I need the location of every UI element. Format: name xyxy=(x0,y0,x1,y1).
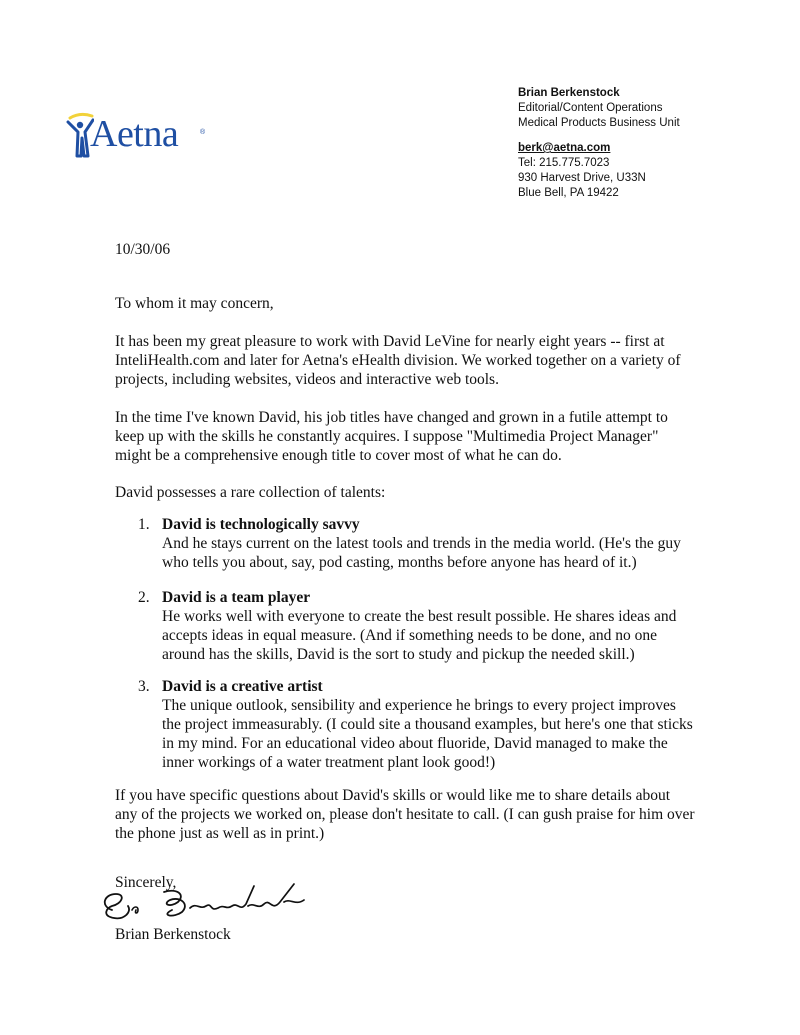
paragraph-4 xyxy=(115,786,725,843)
sender-address-line1: 930 Harvest Drive, U33N xyxy=(518,172,646,184)
paragraph-line: projects, including websites, videos and interactive web tools. xyxy=(115,371,499,388)
list-number: 1. xyxy=(138,516,150,533)
list-item-title: David is a team player xyxy=(162,589,311,606)
sender-name: Brian Berkenstock xyxy=(518,87,620,99)
paragraph-line: InteliHealth.com and later for Aetna's eHealth division. We worked together on a variety of xyxy=(115,352,681,369)
paragraph-line: keep up with the skills he constantly acquires. I suppose "Multimedia Project Manager" xyxy=(115,428,659,445)
list-item-line: accepts ideas in equal measure. (And if something needs to be done, and no one xyxy=(162,627,657,644)
sender-block xyxy=(518,86,680,201)
handwritten-signature xyxy=(98,880,318,924)
paragraph-3: David possesses a rare collection of talents: xyxy=(115,484,386,501)
list-item-line: The unique outlook, sensibility and experience he brings to every project improves xyxy=(162,697,676,714)
closing: Sincerely, xyxy=(115,874,177,891)
list-item-title: David is a creative artist xyxy=(162,678,323,695)
sender-department: Editorial/Content Operations xyxy=(518,102,663,114)
list-item-line: the project immeasurably. (I could site a thousand examples, but here's one that sticks xyxy=(162,716,693,733)
paragraph-line: the phone just as well as in print.) xyxy=(115,825,325,842)
list-number: 2. xyxy=(138,589,150,606)
spacer xyxy=(518,131,680,141)
list-item-title: David is technologically savvy xyxy=(162,516,360,533)
list-item-line: He works well with everyone to create the best result possible. He shares ideas and xyxy=(162,608,677,625)
aetna-logo xyxy=(66,108,216,158)
sender-address-line2: Blue Bell, PA 19422 xyxy=(518,187,619,199)
sender-unit: Medical Products Business Unit xyxy=(518,117,680,129)
signer-name: Brian Berkenstock xyxy=(115,926,231,943)
paragraph-line: In the time I've known David, his job titles have changed and grown in a futile attempt to xyxy=(115,409,668,426)
paragraph-line: might be a comprehensive enough title to cover most of what he can do. xyxy=(115,447,562,464)
list-number: 3. xyxy=(138,678,150,695)
paragraph-line: It has been my great pleasure to work with David LeVine for nearly eight years -- first at xyxy=(115,333,665,350)
list-item-line: in my mind. For an educational video about fluoride, David managed to make the xyxy=(162,735,668,752)
paragraph-line: any of the projects we worked on, please don't hesitate to call. (I can gush praise for him over xyxy=(115,806,695,823)
paragraph-line: If you have specific questions about David's skills or would like me to share details about xyxy=(115,787,671,804)
aetna-wordmark: Aetna xyxy=(90,113,179,155)
sender-email-link[interactable]: berk@aetna.com xyxy=(518,142,611,154)
paragraph-1 xyxy=(115,332,725,389)
list-item-line: who tells you about, say, pod casting, months before anyone has heard of it.) xyxy=(162,554,637,571)
paragraph-2 xyxy=(115,408,725,465)
sender-tel: Tel: 215.775.7023 xyxy=(518,157,610,169)
letter-date: 10/30/06 xyxy=(115,241,171,258)
list-item-line: inner workings of a water treatment plant look good!) xyxy=(162,754,496,771)
list-item-line: And he stays current on the latest tools and trends in the media world. (He's the guy xyxy=(162,535,681,552)
salutation: To whom it may concern, xyxy=(115,295,274,312)
list-item-line: around has the skills, David is the sort to study and pickup the needed skill.) xyxy=(162,646,635,663)
registered-mark: ® xyxy=(200,129,206,136)
